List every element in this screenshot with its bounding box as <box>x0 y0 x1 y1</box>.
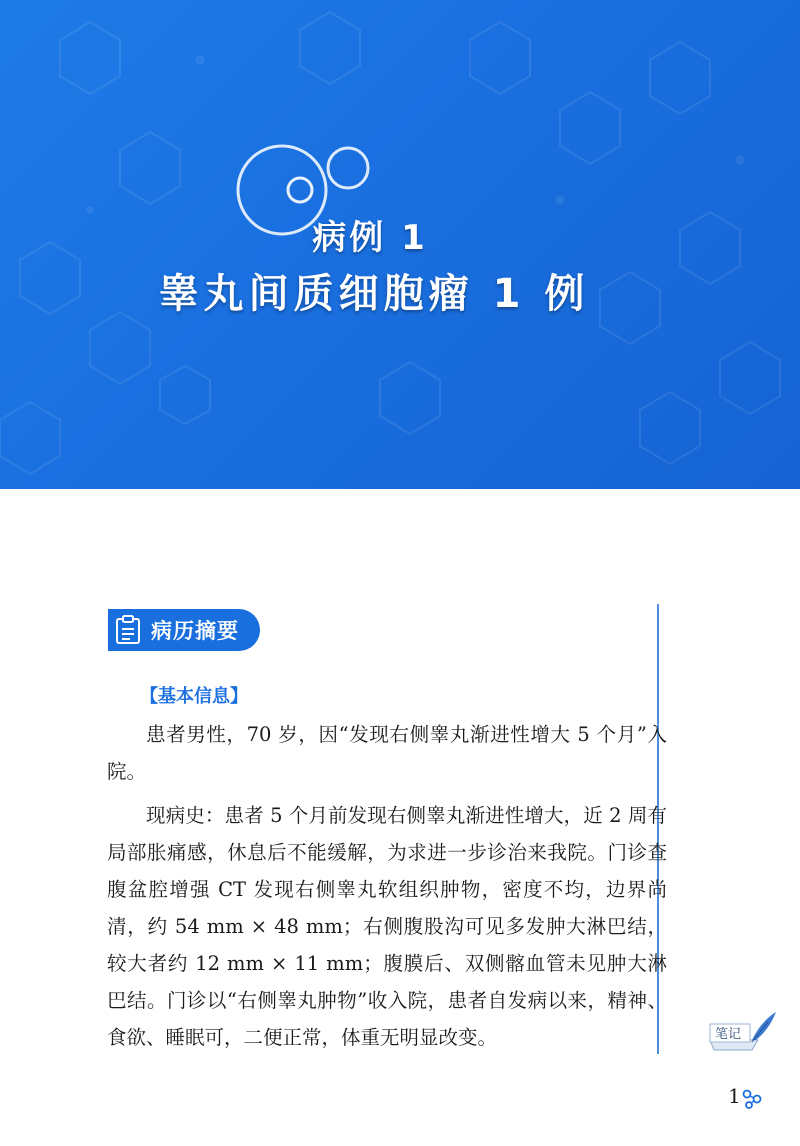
subsection-heading: 【基本信息】 <box>140 686 248 707</box>
paragraph-present-illness: 现病史：患者 5 个月前发现右侧睾丸渐进性增大，近 2 周有局部胀痛感，休息后不能缓解，为求进一步诊治来我院。门诊查腹盆腔增强 CT 发现右侧睾丸软组织肿物，密度不均，边界尚清，约 54 mm × 48 mm；右侧腹股沟可见多发肿大淋巴结，较大者约 12 mm × 11 mm；腹膜后、双侧髂血管未见肿大淋巴结。门诊以“右侧睾丸肿物”收入院，患者自发病以来，精神、食欲、睡眠可，二便正常，体重无明显改变。 <box>107 804 667 1049</box>
quill-icon <box>752 1012 776 1042</box>
case-number: 病例 1 <box>312 218 428 258</box>
paragraph-basic-info: 患者男性，70 岁，因“发现右侧睾丸渐进性增大 5 个月”入院。 <box>107 723 667 783</box>
case-title: 睾丸间质细胞瘤 1 例 <box>158 271 590 317</box>
section-label: 病历摘要 <box>151 619 239 643</box>
clipboard-icon <box>114 615 142 645</box>
notes-label: 笔记 <box>715 1027 742 1042</box>
page-number: 1 <box>728 1084 741 1108</box>
molecule-icon <box>742 1089 764 1109</box>
chapter-banner <box>0 0 800 489</box>
section-header <box>108 609 260 651</box>
notes-badge <box>706 1010 778 1052</box>
